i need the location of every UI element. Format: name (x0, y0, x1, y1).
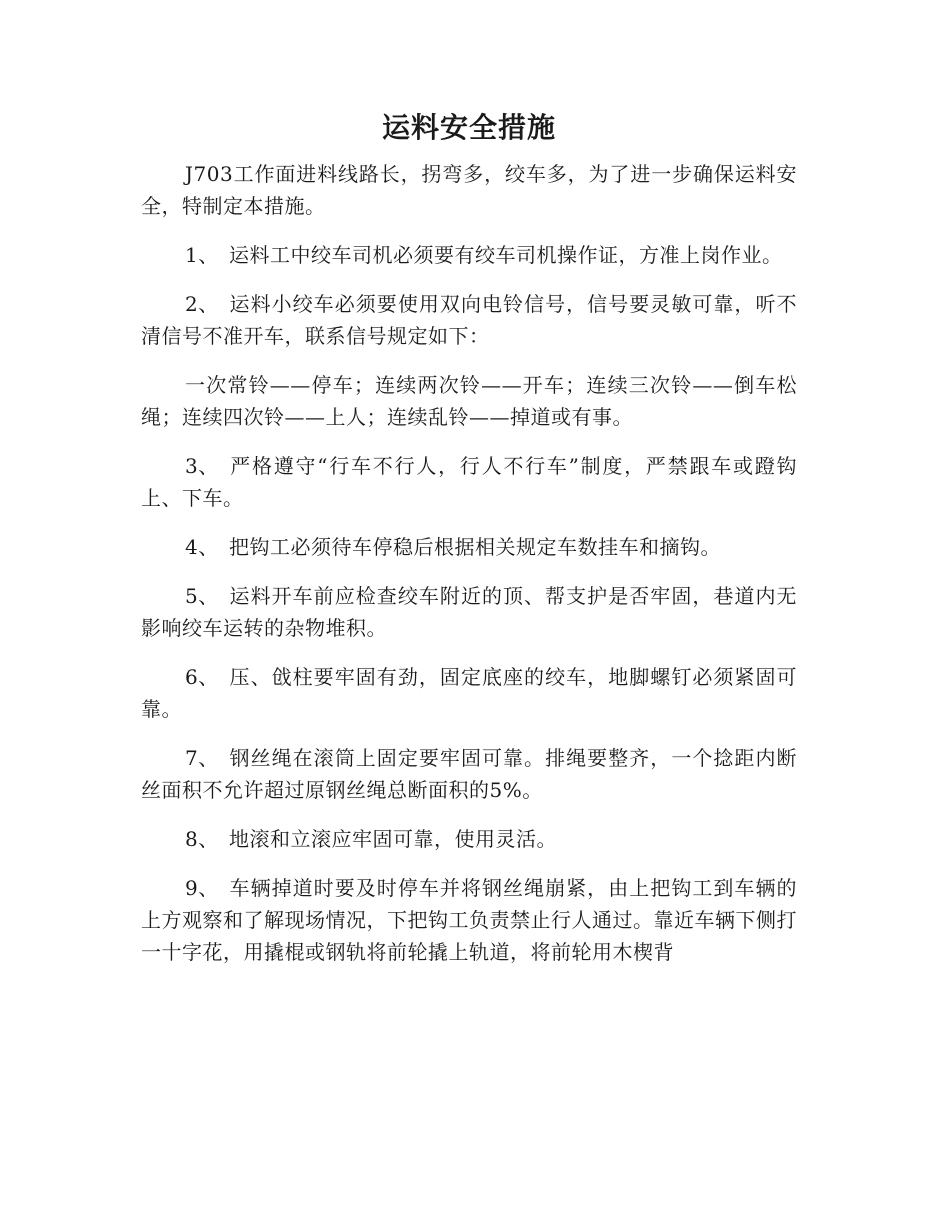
intro-paragraph: J703工作面进料线路长，拐弯多，绞车多，为了进一步确保运料安全，特制定本措施。 (141, 162, 797, 218)
item-text: 把钩工必须待车停稳后根据相关规定车数挂车和摘钩。 (229, 535, 721, 559)
item-6 (141, 661, 797, 725)
document-page (141, 108, 797, 985)
item-text: 车辆掉道时要及时停车并将钢丝绳崩紧，由上把钩工到车辆的上方观察和了解现场情况，下把钩工负责禁止行人通过。靠近车辆下侧打一十字花，用撬棍或钢轨将前轮撬上轨道，将前轮用木楔背 (141, 876, 797, 964)
item-5 (141, 580, 797, 644)
item-number: 9、 (185, 876, 219, 900)
item-number: 2、 (185, 292, 219, 316)
signal-rules-paragraph: 一次常铃——停车；连续两次铃——开车；连续三次铃——倒车松绳；连续四次铃——上人；连续乱铃——掉道或有事。 (141, 373, 797, 429)
item-number: 5、 (185, 584, 219, 608)
item-text: 压、戗柱要牢固有劲，固定底座的绞车，地脚螺钉必须紧固可靠。 (141, 665, 797, 721)
item-2 (141, 288, 797, 352)
item-text: 地滚和立滚应牢固可靠，使用灵活。 (229, 827, 557, 851)
item-9 (141, 872, 797, 968)
document-title: 运料安全措施 (381, 111, 556, 144)
item-number: 7、 (185, 746, 219, 770)
item-number: 8、 (185, 827, 219, 851)
item-number: 1、 (185, 243, 219, 267)
item-1 (141, 239, 797, 271)
item-number: 3、 (185, 454, 219, 478)
item-number: 4、 (185, 535, 219, 559)
item-8 (141, 823, 797, 855)
item-7 (141, 742, 797, 806)
item-text: 严格遵守“行车不行人，行人不行车”制度，严禁跟车或蹬钩上、下车。 (141, 454, 797, 510)
item-text: 运料小绞车必须要使用双向电铃信号，信号要灵敏可靠，听不清信号不准开车，联系信号规定如下： (141, 292, 797, 348)
item-4 (141, 531, 797, 563)
item-text: 钢丝绳在滚筒上固定要牢固可靠。排绳要整齐，一个捻距内断丝面积不允许超过原钢丝绳总断面积的5%。 (141, 746, 797, 802)
item-number: 6、 (185, 665, 219, 689)
item-text: 运料工中绞车司机必须要有绞车司机操作证，方准上岗作业。 (229, 243, 783, 267)
item-text: 运料开车前应检查绞车附近的顶、帮支护是否牢固，巷道内无影响绞车运转的杂物堆积。 (141, 584, 797, 640)
item-3 (141, 450, 797, 514)
